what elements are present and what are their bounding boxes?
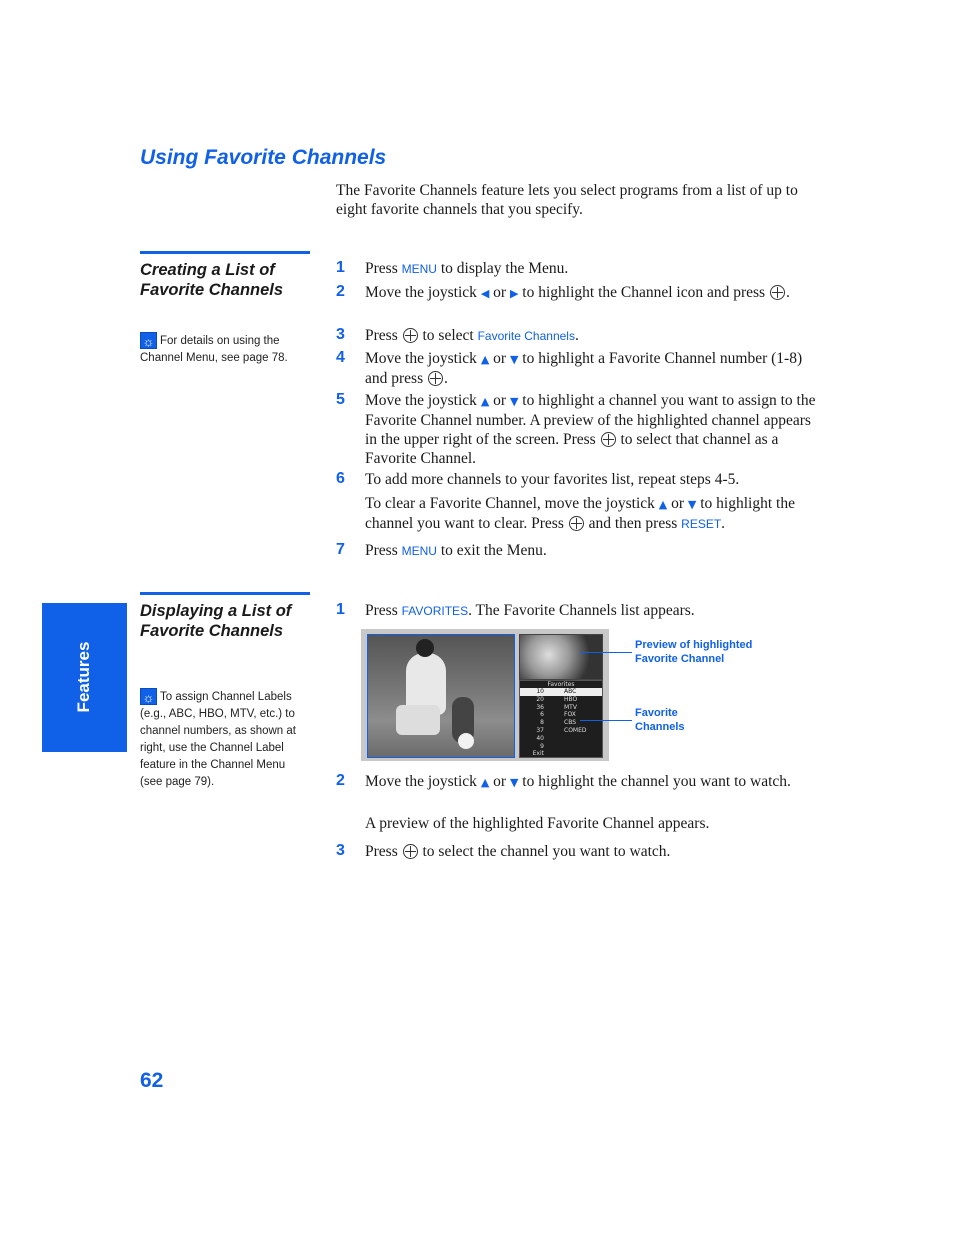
list-item: 40	[536, 734, 544, 742]
step-text: and then press	[584, 515, 682, 532]
step-text: or	[489, 284, 510, 301]
step-text: to highlight the Channel icon and press	[518, 284, 769, 301]
step-text: To add more channels to your favorites list, repeat steps 4-5.	[365, 471, 740, 488]
step-number: 1	[336, 259, 345, 276]
favorites-list-title: Favorites	[547, 681, 575, 688]
step-text: or	[489, 350, 510, 367]
arrow-up-icon: ▲	[480, 776, 490, 789]
step-text: to select	[418, 327, 478, 344]
tip-text: For details on using the Channel Menu, see page 78.	[140, 335, 288, 364]
list-item: 37 COMED	[536, 726, 587, 734]
step-3: 3 Press to select Favorite Channels.	[336, 326, 579, 344]
joystick-button-icon	[770, 285, 785, 300]
step-text: Press	[365, 260, 402, 277]
joystick-button-icon	[428, 371, 443, 386]
step-text: Move the joystick	[365, 350, 481, 367]
step-6	[336, 470, 816, 489]
list-item: 8 CBS	[540, 719, 577, 727]
step-text: to select that channel as a Favorite Channel.	[365, 431, 779, 467]
tip-displaying	[140, 688, 302, 791]
step-number: 1	[336, 601, 345, 618]
page-title: Using Favorite Channels	[140, 146, 387, 169]
step-number: 4	[336, 349, 345, 366]
callout-line	[580, 652, 632, 653]
list-item: 10 ABC	[520, 688, 602, 696]
step-text: Move the joystick	[365, 284, 481, 301]
step-number: 3	[336, 326, 345, 343]
step-text: Move the joystick	[365, 392, 481, 409]
step-text: Press	[365, 542, 402, 559]
step-text: Press	[365, 602, 402, 619]
step-text: to exit the Menu.	[436, 542, 547, 559]
step-text: or	[489, 392, 510, 409]
step-text: to display the Menu.	[436, 260, 569, 277]
favorites-list	[519, 680, 603, 758]
step-text: to highlight the channel you want to watch.	[518, 773, 791, 790]
section-tab	[42, 603, 127, 752]
page-number: 62	[140, 1069, 164, 1092]
step-2: 2 Move the joystick ◀ or ▶ to highlight the Channel icon and press .	[336, 283, 790, 301]
step-2	[336, 772, 816, 792]
step-1	[336, 259, 816, 279]
menu-key: MENU	[401, 262, 437, 276]
step-number: 2	[336, 772, 345, 789]
tip-text: To assign Channel Labels (e.g., ABC, HBO, MTV, etc.) to channel numbers, as shown at right, use the Channel Label feature in the Channel Menu (see page 79).	[140, 691, 296, 788]
tv-screen-figure	[361, 629, 609, 761]
step-3	[336, 842, 816, 861]
arrow-down-icon: ▼	[509, 395, 519, 408]
menu-item-name: Favorite Channels	[477, 329, 575, 343]
step-4: 4 Move the joystick ▲ or ▼ to highlight a Favorite Channel number (1-8) and press .	[336, 349, 803, 387]
step-text: to highlight the channel you want to clear. Press	[365, 495, 795, 532]
lightbulb-icon: ☼	[140, 332, 157, 349]
step-text: Press	[365, 843, 402, 860]
tip-creating	[140, 332, 302, 367]
step-number: 6	[336, 470, 345, 487]
step-number: 3	[336, 842, 345, 859]
list-item: 20 HBO	[536, 695, 578, 703]
menu-key: MENU	[401, 544, 437, 558]
arrow-left-icon: ◀	[480, 287, 490, 300]
step-text: A preview of the highlighted Favorite Channel appears.	[365, 815, 710, 832]
arrow-up-icon: ▲	[480, 395, 490, 408]
arrow-up-icon: ▲	[658, 498, 668, 511]
step-1	[336, 601, 816, 621]
main-picture	[367, 634, 515, 758]
step-text: . The Favorite Channels list appears.	[468, 602, 695, 619]
arrow-right-icon: ▶	[509, 287, 519, 300]
step-text: To clear a Favorite Channel, move the joystick	[365, 495, 659, 512]
joystick-button-icon	[403, 328, 418, 343]
callout-preview: Preview of highlighted Favorite Channel	[635, 639, 753, 665]
joystick-button-icon	[403, 844, 418, 859]
section-heading-displaying: Displaying a List of Favorite Channels	[140, 592, 310, 641]
callout-list: Favorite Channels	[635, 707, 685, 733]
section-heading-creating: Creating a List of Favorite Channels	[140, 251, 310, 300]
arrow-up-icon: ▲	[480, 353, 490, 366]
clear-note: To clear a Favorite Channel, move the joystick ▲ or ▼ to highlight the channel you want to clear. Press and then press RESET.	[365, 495, 795, 532]
list-item: 36 MTV	[536, 703, 577, 711]
step-text: to select the channel you want to watch.	[418, 843, 671, 860]
callout-line	[580, 720, 632, 721]
step-number: 7	[336, 541, 345, 558]
arrow-down-icon: ▼	[687, 498, 697, 511]
step-text: to highlight a Favorite Channel number (1-8) and press	[365, 350, 803, 387]
arrow-down-icon: ▼	[509, 776, 519, 789]
preview-window	[519, 634, 603, 680]
step-5	[336, 391, 816, 468]
joystick-button-icon	[569, 516, 584, 531]
preview-note	[336, 814, 816, 833]
list-item: Exit	[532, 750, 544, 758]
joystick-button-icon	[601, 432, 616, 447]
intro-paragraph: The Favorite Channels feature lets you select programs from a list of up to eight favorite channels that you specify.	[336, 182, 798, 218]
step-number: 2	[336, 283, 345, 300]
list-item: 9	[540, 742, 544, 750]
step-7	[336, 541, 816, 561]
step-text: to highlight a channel you want to assign to the Favorite Channel number. A preview of the highlighted channel appears in the upper right of the screen. Press	[365, 392, 816, 448]
step-text: Press	[365, 327, 402, 344]
step-text: Move the joystick	[365, 773, 481, 790]
favorites-key: FAVORITES	[401, 604, 469, 618]
section-tab-label: Features	[74, 641, 93, 713]
step-text: or	[667, 495, 688, 512]
lightbulb-icon: ☼	[140, 688, 157, 705]
step-number: 5	[336, 391, 345, 408]
step-text: or	[489, 773, 510, 790]
arrow-down-icon: ▼	[509, 353, 519, 366]
list-item: 6 FOX	[540, 711, 576, 719]
reset-key: RESET	[681, 517, 722, 531]
